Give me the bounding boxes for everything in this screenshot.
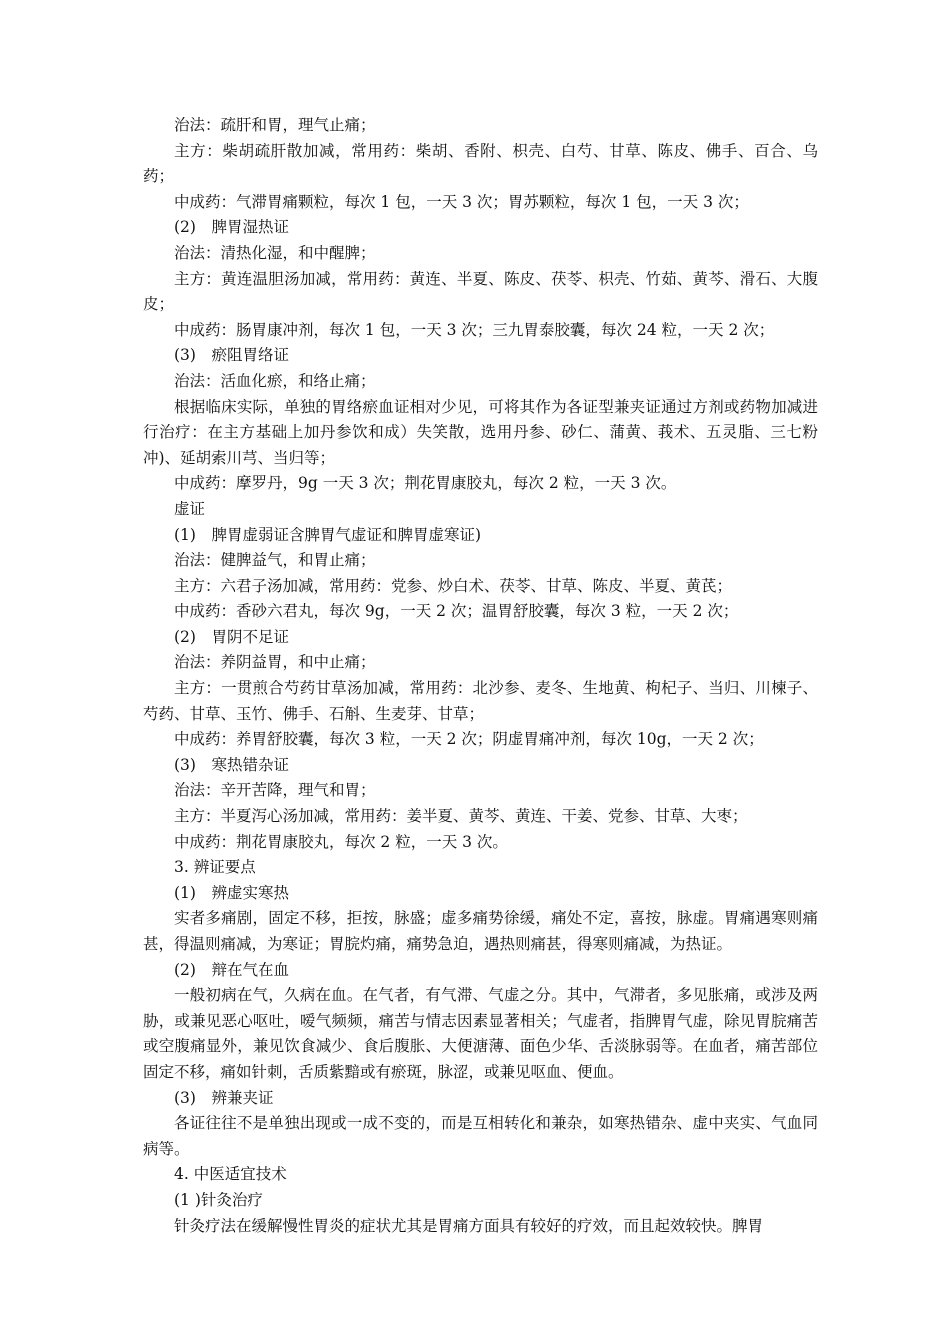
paragraph: 中成药：肠胃康冲剂，每次 1 包，一天 3 次；三九胃泰胶囊，每次 24 粒，一天 2 次； — [174, 320, 775, 339]
paragraph: 中成药：摩罗丹，9g 一天 3 次；荆花胃康胶丸，每次 2 粒，一天 3 次。 — [174, 474, 677, 493]
paragraph: 治法：活血化瘀，和络止痛； — [174, 371, 376, 390]
section-heading: (3) 辨兼夹证 — [174, 1088, 274, 1107]
paragraph: 治法：清热化湿，和中醒脾； — [174, 243, 376, 262]
paragraph: 中成药：气滞胃痛颗粒，每次 1 包，一天 3 次；胃苏颗粒，每次 1 包，一天 3 次； — [174, 192, 749, 211]
section-heading: (3) 瘀阻胃络证 — [174, 346, 289, 365]
paragraph: 治法：养阴益胃，和中止痛； — [174, 653, 376, 672]
paragraph: 主方：柴胡疏肝散加减，常用药：柴胡、香附、枳壳、白芍、甘草、陈皮、佛手、百合、乌药； — [143, 141, 818, 186]
section-heading: (1 )针灸治疗 — [174, 1190, 263, 1209]
paragraph: 主方：半夏泻心汤加减，常用药：姜半夏、黄芩、黄连、干姜、党参、甘草、大枣； — [174, 807, 748, 826]
section-heading: 虚证 — [174, 499, 206, 518]
paragraph: 各证往往不是单独出现或一成不变的，而是互相转化和兼杂，如寒热错杂、虚中夹实、气血同病等。 — [143, 1114, 818, 1158]
section-heading: 4. 中医适宜技术 — [174, 1165, 287, 1184]
paragraph: 一般初病在气，久病在血。在气者，有气滞、气虚之分。其中，气滞者，多见胀痛，或涉及两胁，或兼见恶心呕吐，嗳气频频，痛苦与情志因素显著相关；气虚者，指脾胃气虚，除见胃脘痛苦或空腹痛显外，兼见饮食减少、食后腹胀、大便溏薄、面色少华、舌淡脉弱等。在血者，痛苦部位固定不移，痛如针刺，舌质紫黯或有瘀斑，脉涩，或兼见呕血、便血。 — [143, 986, 818, 1081]
section-heading: (1) 辨虚实寒热 — [174, 883, 289, 902]
paragraph: 实者多痛剧，固定不移，拒按，脉盛；虚多痛势徐缓，痛处不定，喜按，脉虚。胃痛遇寒则痛甚，得温则痛减，为寒证；胃脘灼痛，痛势急迫，遇热则痛甚，得寒则痛减，为热证。 — [143, 909, 818, 953]
paragraph: 根据临床实际，单独的胃络瘀血证相对少见，可将其作为各证型兼夹证通过方剂或药物加减进行治疗：在主方基础上加丹参饮和成）失笑散，选用丹参、砂仁、蒲黄、莪术、五灵脂、三七粉冲)、延胡索川芎、当归等； — [143, 397, 818, 467]
section-heading: (2) 脾胃湿热证 — [174, 218, 289, 237]
paragraph: 治法：辛开苦降，理气和胃； — [174, 781, 376, 800]
paragraph: 治法：疏肝和胃，理气止痛； — [174, 116, 376, 134]
paragraph: 中成药：养胃舒胶囊，每次 3 粒，一天 2 次；阴虚胃痛冲剂，每次 10g，一天 2 次； — [174, 730, 764, 749]
section-heading: (2) 辩在气在血 — [174, 960, 289, 979]
paragraph: 中成药：荆花胃康胶丸，每次 2 粒，一天 3 次。 — [174, 832, 508, 851]
section-heading: (1) 脾胃虚弱证含脾胃气虚证和脾胃虚寒证) — [174, 525, 482, 544]
section-heading: 3. 辨证要点 — [174, 858, 256, 877]
document-page — [143, 113, 818, 1239]
paragraph: 主方：黄连温胆汤加减，常用药：黄连、半夏、陈皮、茯苓、枳壳、竹茹、黄芩、滑石、大腹皮； — [143, 269, 818, 314]
paragraph: 主方：一贯煎合芍药甘草汤加减，常用药：北沙参、麦冬、生地黄、枸杞子、当归、川楝子、芍药、甘草、玉竹、佛手、石斛、生麦芽、甘草； — [143, 679, 818, 723]
paragraph: 治法：健脾益气，和胃止痛； — [174, 551, 376, 570]
paragraph: 中成药：香砂六君丸，每次 9g，一天 2 次；温胃舒胶囊，每次 3 粒，一天 2 次； — [174, 602, 739, 621]
section-heading: (2) 胃阴不足证 — [174, 627, 289, 646]
paragraph: 主方：六君子汤加减，常用药：党参、炒白术、茯苓、甘草、陈皮、半夏、黄芪； — [174, 576, 733, 595]
paragraph: 针灸疗法在缓解慢性胃炎的症状尤其是胃痛方面具有较好的疗效，而且起效较快。脾胃 — [174, 1216, 764, 1235]
section-heading: (3) 寒热错杂证 — [174, 755, 289, 774]
